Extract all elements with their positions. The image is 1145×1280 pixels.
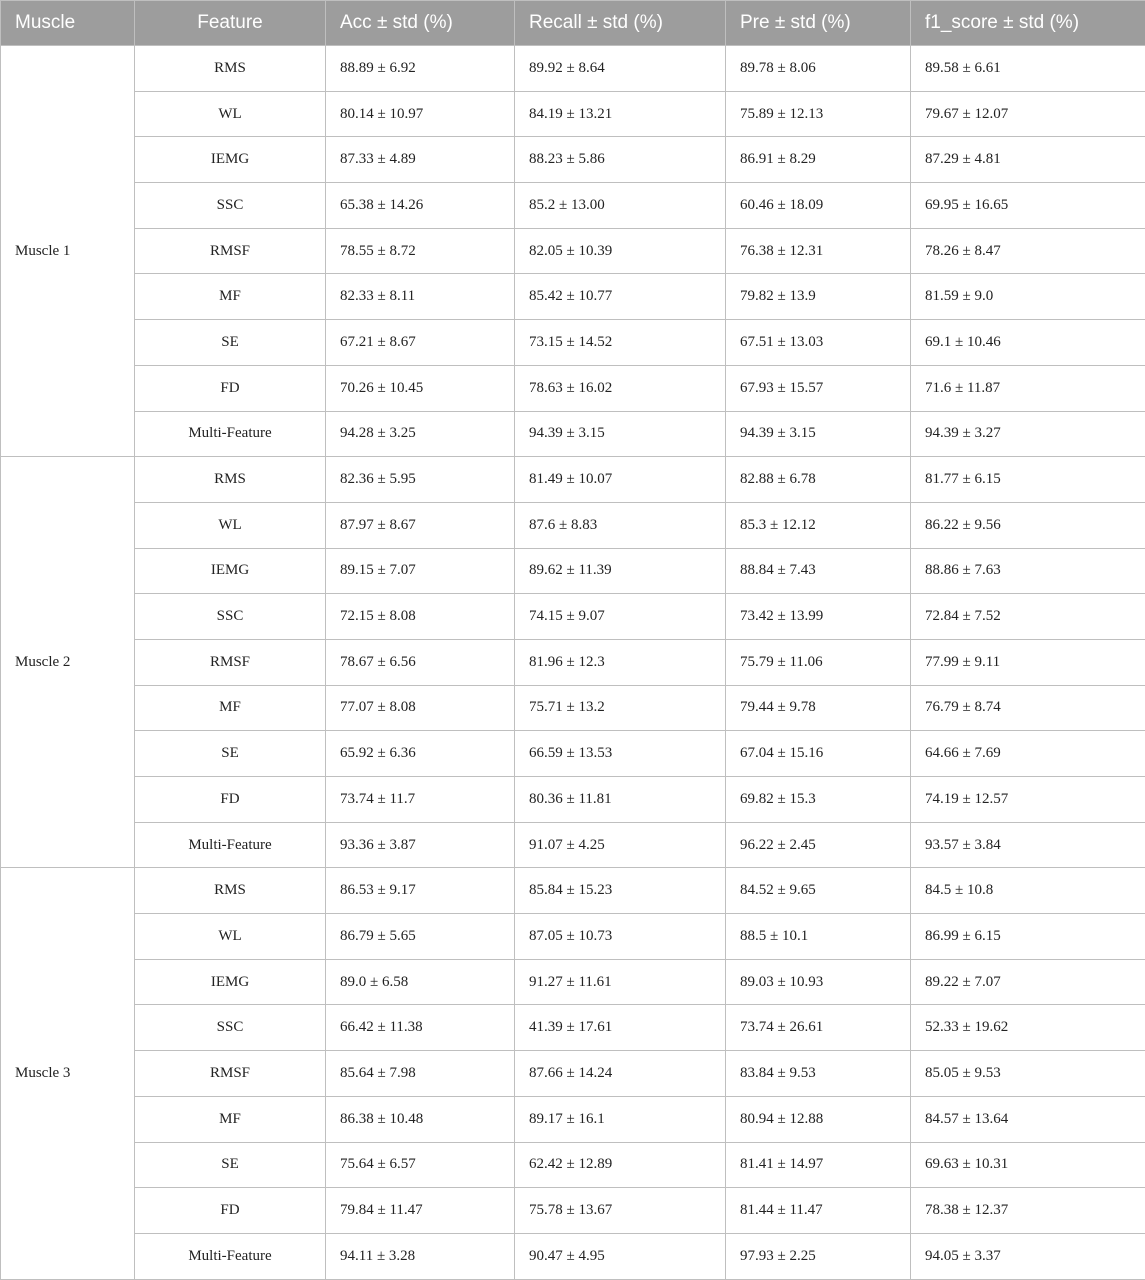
acc-cell: 86.79 ± 5.65 [326,914,515,960]
pre-cell: 84.52 ± 9.65 [726,868,911,914]
f1-cell: 79.67 ± 12.07 [911,91,1145,137]
pre-cell: 81.44 ± 11.47 [726,1188,911,1234]
acc-cell: 78.55 ± 8.72 [326,228,515,274]
table-row [1,1188,1145,1234]
pre-cell: 82.88 ± 6.78 [726,457,911,503]
pre-cell: 83.84 ± 9.53 [726,1051,911,1097]
f1-cell: 89.22 ± 7.07 [911,959,1145,1005]
table-header [1,1,1145,46]
f1-cell: 77.99 ± 9.11 [911,639,1145,685]
f1-cell: 78.38 ± 12.37 [911,1188,1145,1234]
pre-cell: 89.78 ± 8.06 [726,46,911,92]
table-row [1,183,1145,229]
acc-cell: 88.89 ± 6.92 [326,46,515,92]
recall-cell: 66.59 ± 13.53 [515,731,726,777]
table-row [1,959,1145,1005]
recall-cell: 78.63 ± 16.02 [515,365,726,411]
pre-cell: 79.82 ± 13.9 [726,274,911,320]
feature-cell: RMS [135,46,326,92]
table-row [1,91,1145,137]
acc-cell: 86.38 ± 10.48 [326,1096,515,1142]
table-row [1,639,1145,685]
recall-cell: 62.42 ± 12.89 [515,1142,726,1188]
f1-cell: 74.19 ± 12.57 [911,777,1145,823]
header-row [1,1,1145,46]
table-row [1,731,1145,777]
pre-cell: 89.03 ± 10.93 [726,959,911,1005]
feature-cell: SSC [135,1005,326,1051]
pre-cell: 97.93 ± 2.25 [726,1233,911,1279]
pre-cell: 88.84 ± 7.43 [726,548,911,594]
feature-cell: IEMG [135,959,326,1005]
pre-cell: 85.3 ± 12.12 [726,502,911,548]
f1-cell: 86.22 ± 9.56 [911,502,1145,548]
f1-cell: 87.29 ± 4.81 [911,137,1145,183]
feature-cell: SSC [135,594,326,640]
f1-cell: 85.05 ± 9.53 [911,1051,1145,1097]
feature-cell: FD [135,365,326,411]
acc-cell: 65.38 ± 14.26 [326,183,515,229]
table-row [1,1051,1145,1097]
feature-cell: WL [135,91,326,137]
f1-cell: 69.1 ± 10.46 [911,320,1145,366]
recall-cell: 87.6 ± 8.83 [515,502,726,548]
table-row [1,914,1145,960]
f1-cell: 93.57 ± 3.84 [911,822,1145,868]
table-row [1,868,1145,914]
f1-cell: 94.05 ± 3.37 [911,1233,1145,1279]
pre-cell: 75.79 ± 11.06 [726,639,911,685]
feature-cell: RMSF [135,228,326,274]
acc-cell: 80.14 ± 10.97 [326,91,515,137]
acc-cell: 89.0 ± 6.58 [326,959,515,1005]
table-body [1,46,1145,1280]
recall-cell: 82.05 ± 10.39 [515,228,726,274]
acc-cell: 77.07 ± 8.08 [326,685,515,731]
pre-cell: 67.51 ± 13.03 [726,320,911,366]
table-row [1,1005,1145,1051]
acc-cell: 85.64 ± 7.98 [326,1051,515,1097]
feature-cell: SE [135,1142,326,1188]
feature-cell: MF [135,685,326,731]
recall-cell: 80.36 ± 11.81 [515,777,726,823]
pre-cell: 67.04 ± 15.16 [726,731,911,777]
feature-cell: SE [135,320,326,366]
f1-cell: 78.26 ± 8.47 [911,228,1145,274]
recall-cell: 41.39 ± 17.61 [515,1005,726,1051]
acc-cell: 86.53 ± 9.17 [326,868,515,914]
feature-cell: WL [135,502,326,548]
recall-cell: 74.15 ± 9.07 [515,594,726,640]
f1-cell: 71.6 ± 11.87 [911,365,1145,411]
table-row [1,365,1145,411]
feature-cell: FD [135,1188,326,1234]
table-row [1,137,1145,183]
acc-cell: 78.67 ± 6.56 [326,639,515,685]
header-muscle: Muscle [1,1,135,46]
feature-cell: RMS [135,868,326,914]
recall-cell: 84.19 ± 13.21 [515,91,726,137]
f1-cell: 76.79 ± 8.74 [911,685,1145,731]
acc-cell: 93.36 ± 3.87 [326,822,515,868]
f1-cell: 86.99 ± 6.15 [911,914,1145,960]
table-row [1,1142,1145,1188]
feature-cell: FD [135,777,326,823]
acc-cell: 72.15 ± 8.08 [326,594,515,640]
feature-cell: RMSF [135,1051,326,1097]
pre-cell: 88.5 ± 10.1 [726,914,911,960]
f1-cell: 88.86 ± 7.63 [911,548,1145,594]
acc-cell: 82.36 ± 5.95 [326,457,515,503]
table-row [1,1096,1145,1142]
header-recall: Recall ± std (%) [515,1,726,46]
f1-cell: 72.84 ± 7.52 [911,594,1145,640]
header-pre: Pre ± std (%) [726,1,911,46]
acc-cell: 89.15 ± 7.07 [326,548,515,594]
recall-cell: 89.92 ± 8.64 [515,46,726,92]
f1-cell: 94.39 ± 3.27 [911,411,1145,457]
pre-cell: 67.93 ± 15.57 [726,365,911,411]
recall-cell: 94.39 ± 3.15 [515,411,726,457]
pre-cell: 69.82 ± 15.3 [726,777,911,823]
f1-cell: 84.57 ± 13.64 [911,1096,1145,1142]
feature-cell: MF [135,1096,326,1142]
recall-cell: 91.27 ± 11.61 [515,959,726,1005]
pre-cell: 94.39 ± 3.15 [726,411,911,457]
recall-cell: 87.05 ± 10.73 [515,914,726,960]
table-row [1,320,1145,366]
recall-cell: 75.71 ± 13.2 [515,685,726,731]
pre-cell: 73.74 ± 26.61 [726,1005,911,1051]
recall-cell: 88.23 ± 5.86 [515,137,726,183]
recall-cell: 73.15 ± 14.52 [515,320,726,366]
f1-cell: 69.95 ± 16.65 [911,183,1145,229]
acc-cell: 73.74 ± 11.7 [326,777,515,823]
recall-cell: 87.66 ± 14.24 [515,1051,726,1097]
f1-cell: 81.77 ± 6.15 [911,457,1145,503]
recall-cell: 89.62 ± 11.39 [515,548,726,594]
f1-cell: 84.5 ± 10.8 [911,868,1145,914]
acc-cell: 87.97 ± 8.67 [326,502,515,548]
recall-cell: 81.96 ± 12.3 [515,639,726,685]
feature-cell: Multi-Feature [135,1233,326,1279]
f1-cell: 81.59 ± 9.0 [911,274,1145,320]
acc-cell: 94.28 ± 3.25 [326,411,515,457]
muscle-group-cell: Muscle 1 [1,46,135,457]
recall-cell: 90.47 ± 4.95 [515,1233,726,1279]
feature-cell: Multi-Feature [135,822,326,868]
acc-cell: 79.84 ± 11.47 [326,1188,515,1234]
acc-cell: 87.33 ± 4.89 [326,137,515,183]
f1-cell: 52.33 ± 19.62 [911,1005,1145,1051]
table-row [1,685,1145,731]
table-row [1,457,1145,503]
pre-cell: 96.22 ± 2.45 [726,822,911,868]
table-row [1,502,1145,548]
feature-cell: WL [135,914,326,960]
recall-cell: 91.07 ± 4.25 [515,822,726,868]
pre-cell: 81.41 ± 14.97 [726,1142,911,1188]
acc-cell: 75.64 ± 6.57 [326,1142,515,1188]
table-row [1,548,1145,594]
acc-cell: 94.11 ± 3.28 [326,1233,515,1279]
acc-cell: 67.21 ± 8.67 [326,320,515,366]
pre-cell: 79.44 ± 9.78 [726,685,911,731]
recall-cell: 89.17 ± 16.1 [515,1096,726,1142]
feature-cell: IEMG [135,137,326,183]
header-feature: Feature [135,1,326,46]
pre-cell: 60.46 ± 18.09 [726,183,911,229]
table-row [1,594,1145,640]
acc-cell: 82.33 ± 8.11 [326,274,515,320]
muscle-group-cell: Muscle 2 [1,457,135,868]
muscle-group-cell: Muscle 3 [1,868,135,1279]
acc-cell: 70.26 ± 10.45 [326,365,515,411]
recall-cell: 85.42 ± 10.77 [515,274,726,320]
f1-cell: 64.66 ± 7.69 [911,731,1145,777]
header-acc: Acc ± std (%) [326,1,515,46]
pre-cell: 80.94 ± 12.88 [726,1096,911,1142]
recall-cell: 81.49 ± 10.07 [515,457,726,503]
pre-cell: 73.42 ± 13.99 [726,594,911,640]
header-f1: f1_score ± std (%) [911,1,1145,46]
pre-cell: 75.89 ± 12.13 [726,91,911,137]
feature-cell: SE [135,731,326,777]
table-row [1,777,1145,823]
feature-cell: SSC [135,183,326,229]
table-row [1,274,1145,320]
feature-cell: Multi-Feature [135,411,326,457]
table-row [1,822,1145,868]
pre-cell: 76.38 ± 12.31 [726,228,911,274]
acc-cell: 65.92 ± 6.36 [326,731,515,777]
table-row [1,46,1145,92]
recall-cell: 85.84 ± 15.23 [515,868,726,914]
table-row [1,1233,1145,1279]
feature-cell: IEMG [135,548,326,594]
f1-cell: 69.63 ± 10.31 [911,1142,1145,1188]
table-row [1,228,1145,274]
feature-cell: RMS [135,457,326,503]
recall-cell: 85.2 ± 13.00 [515,183,726,229]
recall-cell: 75.78 ± 13.67 [515,1188,726,1234]
feature-cell: RMSF [135,639,326,685]
pre-cell: 86.91 ± 8.29 [726,137,911,183]
feature-cell: MF [135,274,326,320]
f1-cell: 89.58 ± 6.61 [911,46,1145,92]
acc-cell: 66.42 ± 11.38 [326,1005,515,1051]
table-row [1,411,1145,457]
